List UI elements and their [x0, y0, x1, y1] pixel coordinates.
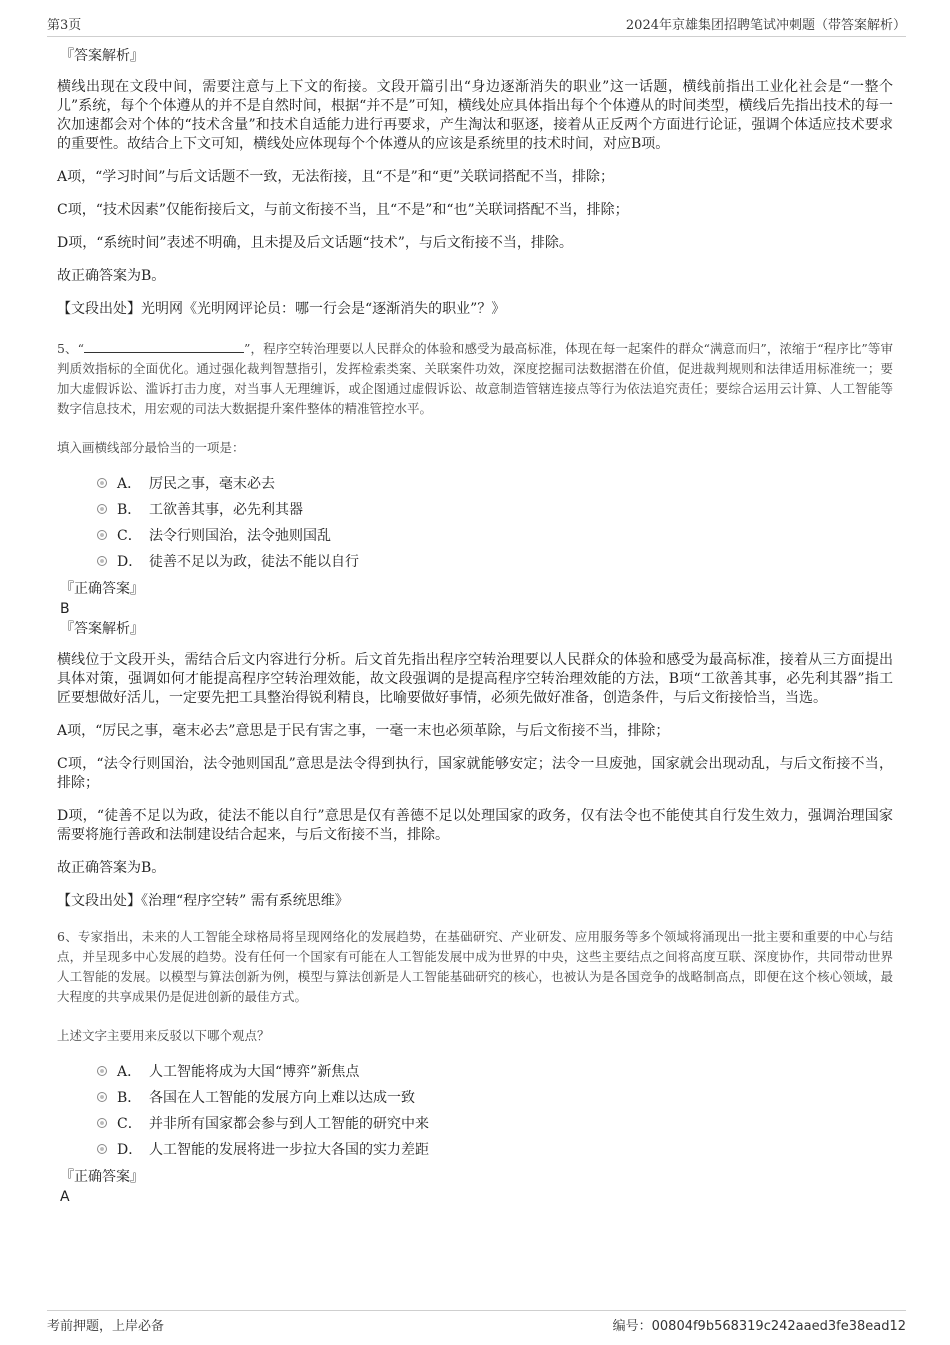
- option-letter: A．: [117, 476, 142, 492]
- code-label: 编号：: [612, 1319, 652, 1334]
- option-letter: D．: [117, 554, 143, 570]
- option-text: 人工智能的发展将进一步拉大各国的实力差距: [149, 1142, 429, 1158]
- fill-blank: [84, 340, 244, 353]
- option-letter: B．: [117, 1090, 142, 1106]
- question-number: 5、“: [57, 341, 85, 356]
- document-content: [57, 46, 893, 1207]
- radio-icon[interactable]: [97, 556, 107, 566]
- page-header: [47, 10, 906, 37]
- footer-slogan: 考前押题，上岸必备: [47, 1319, 165, 1334]
- option-a[interactable]: [97, 1059, 893, 1085]
- option-text: 各国在人工智能的发展方向上难以达成一致: [149, 1090, 415, 1106]
- question-6-options: [97, 1059, 893, 1163]
- correct-answer-label: 『正确答案』: [60, 1169, 144, 1185]
- analysis-conclusion: 故正确答案为B。: [57, 268, 166, 284]
- option-text: 人工智能将成为大国“博弈”新焦点: [149, 1064, 360, 1080]
- analysis-text: 横线出现在文段中间，需要注意与上下文的衔接。文段开篇引出“身边逐渐消失的职业”这一话题，横线前指出工业化社会是“一整个儿”系统，每个个体遵从的并不是自然时间，根据“并不是”可知，横线处应具体指出每个个体遵从的时间类型，横线后先指出技术的每一次加速都会对个体的“技术含量”和技术自适能力进行再要求，产生淘汰和驱逐，接着从正反两个方面进行论证，强调个体适应技术要求的重要性。故结合上下文可知，横线处应体现每个个体遵从的应该是系统里的技术时间，对应B项。: [57, 79, 893, 152]
- analysis-note-c: C项，“法令行则国治，法令弛则国乱”意思是法令得到执行，国家就能够安定；法令一旦废弛，国家就会出现动乱，与后文衔接不当，排除；: [57, 756, 893, 791]
- option-text: 厉民之事，毫末必去: [149, 476, 275, 492]
- option-d[interactable]: [97, 1137, 893, 1163]
- analysis-note-a: A项，“学习时间”与后文话题不一致，无法衔接，且“不是”和“更”关联词搭配不当，排除；: [57, 169, 615, 185]
- option-letter: C．: [117, 1116, 142, 1132]
- question-5-text: [57, 339, 893, 419]
- option-letter: C．: [117, 528, 142, 544]
- source-citation: 【文段出处】光明网《光明网评论员：哪一行会是“逐渐消失的职业”？》: [57, 301, 506, 317]
- radio-icon[interactable]: [97, 478, 107, 488]
- option-b[interactable]: [97, 1085, 893, 1111]
- page-footer: [47, 1310, 906, 1337]
- question-body: ”，程序空转治理要以人民群众的体验和感受为最高标准，体现在每一起案件的群众“满意而归”，浓缩于“程序比”等审判质效指标的全面优化。通过强化裁判智慧指引，发挥检索类案、关联案件功效，深度挖掘司法数据潜在价值，促进裁判规则和法律适用标准统一；要加大虚假诉讼、滥诉打击力度，对当事人无理缠诉，或企图通过虚假诉讼、故意制造管辖连接点等行为依法追究责任；要综合运用云计算、人工智能等数字信息技术，用宏观的司法大数据提升案件整体的精准管控水平。: [57, 341, 893, 416]
- question-5-prompt: 填入画横线部分最恰当的一项是：: [57, 440, 245, 455]
- question-6-text: 6、专家指出，未来的人工智能全球格局将呈现网络化的发展趋势，在基础研究、产业研发、应用服务等多个领域将涌现出一批主要和重要的中心与结点，并呈现多中心发展的趋势。没有任何一个国家有可能在人工智能发展中成为世界的中央，这些主要结点之间将高度互联、深度协作，共同带动世界人工智能的发展。以模型与算法创新为例，模型与算法创新是人工智能基础研究的核心，也被认为是各国竞争的战略制高点，即便在这个核心领域，最大程度的共享成果仍是促进创新的最佳方式。: [57, 929, 893, 1004]
- correct-answer-label: 『正确答案』: [60, 581, 144, 597]
- option-c[interactable]: [97, 523, 893, 549]
- option-letter: B．: [117, 502, 142, 518]
- analysis-label: 『答案解析』: [60, 621, 144, 637]
- option-text: 工欲善其事，必先利其器: [149, 502, 303, 518]
- analysis-note-d: D项，“徒善不足以为政，徒法不能以自行”意思是仅有善德不足以处理国家的政务，仅有法令也不能使其自行发生效力，强调治理国家需要将施行善政和法制建设结合起来，与后文衔接不当，排除。: [57, 808, 893, 843]
- question-5-options: [97, 471, 893, 575]
- document-code: [613, 1315, 906, 1334]
- page-number: 第3页: [47, 18, 82, 33]
- radio-icon[interactable]: [97, 1066, 107, 1076]
- analysis-conclusion: 故正确答案为B。: [57, 860, 166, 876]
- radio-icon[interactable]: [97, 504, 107, 514]
- source-citation: 【文段出处】《治理“程序空转” 需有系统思维》: [57, 893, 349, 909]
- option-a[interactable]: [97, 471, 893, 497]
- analysis-note-a: A项，“厉民之事，毫末必去”意思是于民有害之事，一毫一末也必须革除，与后文衔接不当，排除；: [57, 723, 670, 739]
- document-title: 2024年京雄集团招聘笔试冲刺题（带答案解析）: [625, 18, 906, 33]
- analysis-label: 『答案解析』: [60, 48, 144, 64]
- code-value: 00804f9b568319c242aaed3fe38ead12: [651, 1319, 906, 1334]
- correct-answer: B: [60, 601, 70, 617]
- option-text: 徒善不足以为政，徒法不能以自行: [149, 554, 359, 570]
- option-letter: A．: [117, 1064, 142, 1080]
- option-d[interactable]: [97, 549, 893, 575]
- radio-icon[interactable]: [97, 530, 107, 540]
- radio-icon[interactable]: [97, 1118, 107, 1128]
- analysis-text: 横线位于文段开头，需结合后文内容进行分析。后文首先指出程序空转治理要以人民群众的体验和感受为最高标准，接着从三方面提出具体对策，强调如何才能提高程序空转治理效能，故文段强调的是提高程序空转治理效能的方法，B项“工欲善其事，必先利其器”指工匠要想做好活儿，一定要先把工具整治得锐利精良，比喻要做好事情，必须先做好准备，创造条件，与后文衔接恰当，当选。: [57, 652, 893, 706]
- option-c[interactable]: [97, 1111, 893, 1137]
- radio-icon[interactable]: [97, 1092, 107, 1102]
- question-6-prompt: 上述文字主要用来反驳以下哪个观点？: [57, 1028, 270, 1043]
- option-b[interactable]: [97, 497, 893, 523]
- option-text: 法令行则国治，法令弛则国乱: [149, 528, 331, 544]
- analysis-note-c: C项，“技术因素”仅能衔接后文，与前文衔接不当，且“不是”和“也”关联词搭配不当，排除；: [57, 202, 629, 218]
- analysis-note-d: D项，“系统时间”表述不明确，且未提及后文话题“技术”，与后文衔接不当，排除。: [57, 235, 573, 251]
- option-text: 并非所有国家都会参与到人工智能的研究中来: [149, 1116, 429, 1132]
- radio-icon[interactable]: [97, 1144, 107, 1154]
- correct-answer: A: [60, 1189, 70, 1205]
- option-letter: D．: [117, 1142, 143, 1158]
